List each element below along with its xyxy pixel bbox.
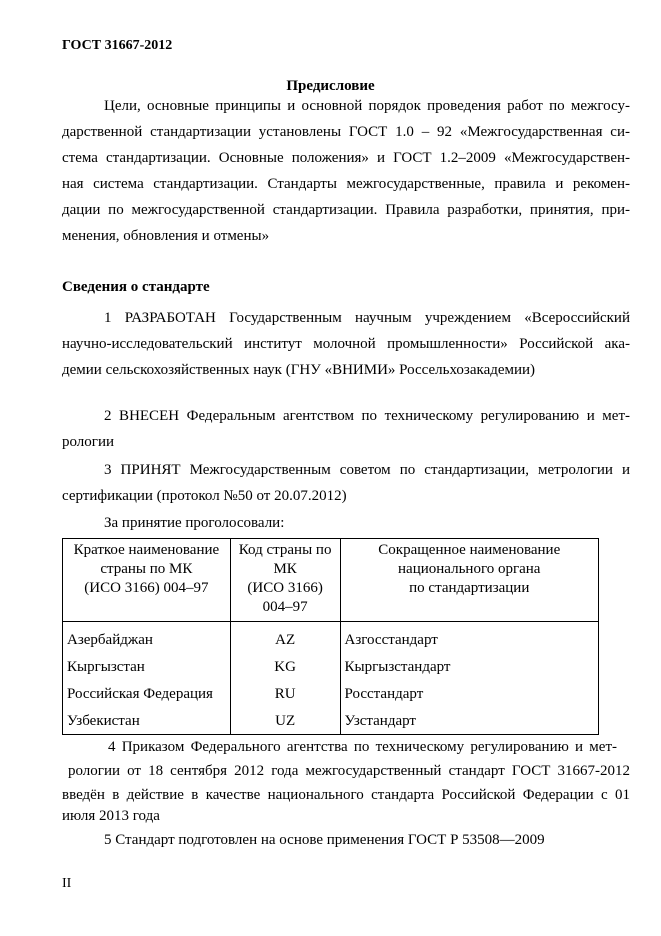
- header-code: [230, 539, 340, 622]
- item-1-line: 1 РАЗРАБОТАН Государственным научным учреждением «Всероссийский: [104, 310, 630, 326]
- header-line: национального органа: [398, 561, 541, 577]
- foreword-line: Цели, основные принципы и основной порядок проведения работ по межгосу-: [104, 98, 630, 114]
- country-cell: Российская Федерация: [63, 680, 231, 707]
- code-cell: UZ: [230, 707, 340, 735]
- table-header-row: [63, 539, 599, 622]
- table-row: [63, 653, 599, 680]
- item-1-line: научно-исследовательский институт молочной промышленности» Российской ака-: [62, 336, 630, 352]
- body-cell: Росстандарт: [340, 680, 598, 707]
- header-country: [63, 539, 231, 622]
- header-line: (ИСО 3166): [247, 580, 323, 596]
- foreword-line: стема стандартизации. Основные положения» и ГОСТ 1.2–2009 «Межгосударствен-: [62, 150, 630, 166]
- header-line: 004–97: [262, 599, 308, 615]
- foreword-line: ная система стандартизации. Стандарты межгосударственные, правила и рекомен-: [62, 176, 630, 192]
- item-2-line: рологии: [62, 434, 114, 450]
- country-cell: Кыргызстан: [63, 653, 231, 680]
- code-cell: RU: [230, 680, 340, 707]
- document-code: ГОСТ 31667-2012: [62, 38, 173, 53]
- table-row: [63, 622, 599, 654]
- item-4-line: введён в действие в качестве национального стандарта Российской Федерации с 01: [62, 787, 630, 803]
- header-line: Код страны по: [238, 542, 332, 558]
- body-cell: Кыргызстандарт: [340, 653, 598, 680]
- standard-info-title: Сведения о стандарте: [62, 279, 210, 295]
- header-body: [340, 539, 598, 622]
- country-cell: Азербайджан: [63, 622, 231, 654]
- table-row: [63, 680, 599, 707]
- header-line: страны по МК: [100, 561, 193, 577]
- item-1-line: демии сельскохозяйственных наук (ГНУ «ВНИМИ» Россельхозакадемии): [62, 362, 536, 378]
- item-3-line: 3 ПРИНЯТ Межгосударственным советом по стандартизации, метрологии и: [104, 462, 630, 478]
- foreword-line: дарственной стандартизации установлены ГОСТ 1.0 – 92 «Межгосударственная си-: [62, 124, 630, 140]
- body-cell: Узстандарт: [340, 707, 598, 735]
- item-5: 5 Стандарт подготовлен на основе применения ГОСТ Р 53508—2009: [104, 832, 545, 848]
- foreword-line: менения, обновления и отмены»: [62, 228, 270, 244]
- foreword-line: дации по межгосударственной стандартизации. Правила разработки, принятия, при-: [62, 202, 630, 218]
- country-cell: Узбекистан: [63, 707, 231, 735]
- item-4-line: июля 2013 года: [62, 808, 160, 824]
- item-2-line: 2 ВНЕСЕН Федеральным агентством по техническому регулированию и мет-: [104, 408, 630, 424]
- item-4-line: рологии от 18 сентября 2012 года межгосударственный стандарт ГОСТ 31667-2012: [68, 763, 630, 779]
- item-4-line: 4 Приказом Федерального агентства по техническому регулированию и мет-: [108, 739, 617, 755]
- page-number: II: [62, 876, 72, 891]
- header-line: Краткое наименование: [73, 542, 220, 558]
- header-line: МК: [273, 561, 297, 577]
- foreword-title: Предисловие: [286, 78, 375, 94]
- item-3-line: сертификации (протокол №50 от 20.07.2012): [62, 488, 347, 504]
- vote-intro: За принятие проголосовали:: [104, 515, 285, 531]
- header-line: по стандартизации: [409, 580, 530, 596]
- code-cell: AZ: [230, 622, 340, 654]
- voting-table: [62, 538, 599, 735]
- header-line: (ИСО 3166) 004–97: [84, 580, 209, 596]
- body-cell: Азгосстандарт: [340, 622, 598, 654]
- code-cell: KG: [230, 653, 340, 680]
- header-line: Сокращенное наименование: [378, 542, 561, 558]
- table-row: [63, 707, 599, 735]
